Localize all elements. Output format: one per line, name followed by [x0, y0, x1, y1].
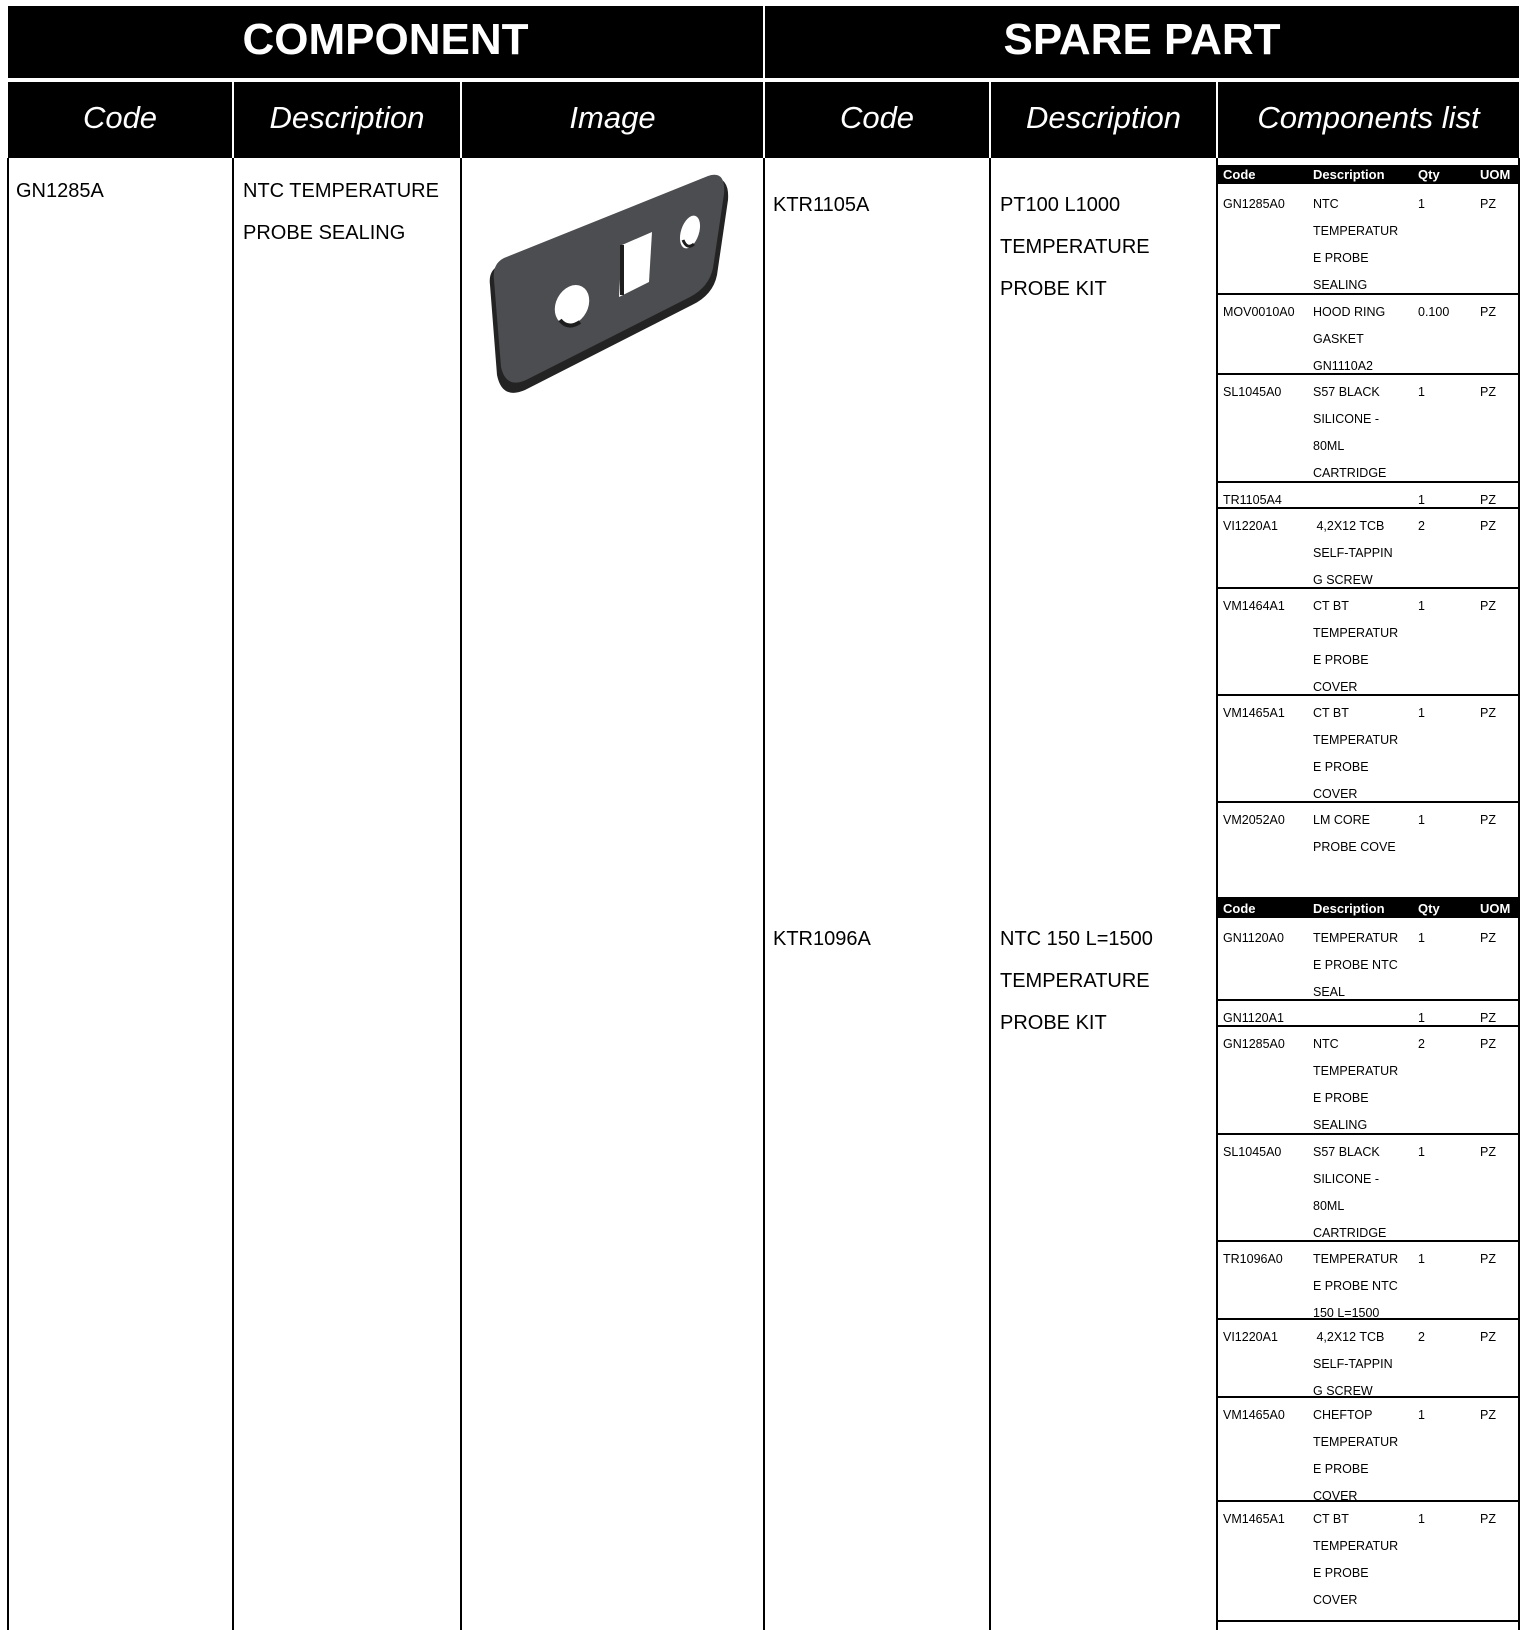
component-list-qty: 1: [1418, 931, 1425, 945]
spare-part-code: KTR1105A: [773, 194, 870, 216]
component-description: [243, 170, 439, 254]
component-list-description-line: 80ML: [1313, 439, 1345, 453]
component-list-uom: PZ: [1480, 706, 1496, 720]
component-list-description-line: G SCREW: [1313, 573, 1373, 587]
component-list-description-line: E PROBE: [1313, 653, 1369, 667]
component-list-description-line: E PROBE NTC: [1313, 958, 1398, 972]
component-list-code: GN1285A0: [1223, 1037, 1285, 1051]
component-list-description-line: E PROBE: [1313, 1566, 1369, 1580]
component-list-description: [1313, 1246, 1413, 1327]
component-list-uom: PZ: [1480, 1011, 1496, 1025]
component-list-description-line: E PROBE: [1313, 1462, 1369, 1476]
components-list-header-description: Description: [1313, 901, 1385, 916]
component-list-description-line: COVER: [1313, 787, 1358, 801]
components-list-header-code: Code: [1223, 901, 1256, 916]
component-description-line: PROBE SEALING: [243, 222, 406, 244]
component-list-code: VI1220A1: [1223, 1330, 1278, 1344]
component-list-uom: PZ: [1480, 1330, 1496, 1344]
spare-part-group-title: SPARE PART: [1003, 15, 1281, 64]
col-header-component-code: [8, 82, 232, 158]
component-list-description: [1313, 379, 1413, 487]
component-list-code: VM2052A0: [1223, 813, 1285, 827]
components-list-row: [1218, 919, 1519, 1001]
component-list-description-line: COVER: [1313, 680, 1358, 694]
component-code: GN1285A: [16, 180, 104, 202]
components-list-row: [1218, 694, 1519, 803]
component-list-description-line: 4,2X12 TCB: [1313, 1330, 1385, 1344]
component-list-uom: PZ: [1480, 931, 1496, 945]
spare-part-group-header: [765, 6, 1519, 78]
col-title-text: Description: [269, 100, 425, 135]
col-title-text: Components list: [1257, 100, 1480, 135]
component-list-description-line: COVER: [1313, 1489, 1358, 1503]
component-list-description: [1313, 925, 1413, 1006]
component-list-description-line: TEMPERATUR: [1313, 1539, 1399, 1553]
component-list-code: TR1105A4: [1223, 493, 1282, 507]
components-list-header-code: Code: [1223, 167, 1256, 182]
col-header-spare-code: [765, 82, 989, 158]
components-list-header: [1218, 899, 1519, 918]
column-divider: [232, 158, 234, 1630]
column-divider: [460, 158, 462, 1630]
components-list-row: [1218, 1500, 1519, 1622]
spare-part-code: KTR1096A: [773, 928, 871, 950]
components-list-header: [1218, 165, 1519, 184]
component-list-description-line: TEMPERATUR: [1313, 1252, 1399, 1266]
spare-part-description-line: PT100 L1000: [1000, 194, 1121, 216]
component-list-uom: PZ: [1480, 1408, 1496, 1422]
component-list-description-line: E PROBE: [1313, 1091, 1369, 1105]
component-list-description-line: SELF-TAPPIN: [1313, 546, 1393, 560]
component-list-code: GN1120A1: [1223, 1011, 1284, 1025]
col-header-component-image: [462, 82, 763, 158]
component-list-description-line: NTC: [1313, 197, 1339, 211]
component-list-qty: 1: [1418, 1145, 1425, 1159]
component-list-description-line: SILICONE -: [1313, 412, 1379, 426]
component-list-uom: PZ: [1480, 813, 1496, 827]
component-list-uom: PZ: [1480, 1252, 1496, 1266]
component-list-description: [1313, 513, 1413, 594]
component-list-description-line: 80ML: [1313, 1199, 1345, 1213]
component-description-line: NTC TEMPERATURE: [243, 180, 439, 202]
spare-part-description: [1000, 184, 1150, 310]
components-list-row: [1218, 185, 1519, 295]
component-list-description-line: SEALING: [1313, 1118, 1368, 1132]
component-list-qty: 1: [1418, 813, 1425, 827]
component-list-code: GN1120A0: [1223, 931, 1284, 945]
spare-part-description-line: PROBE KIT: [1000, 1012, 1107, 1034]
component-list-qty: 1: [1418, 385, 1425, 399]
components-list-row: [1218, 1240, 1519, 1320]
component-list-description-line: GN1110A2: [1313, 359, 1373, 373]
component-list-description-line: E PROBE: [1313, 251, 1369, 265]
spare-part-description-line: NTC 150 L=1500: [1000, 928, 1153, 950]
spare-part-description-line: TEMPERATURE: [1000, 970, 1150, 992]
col-title-text: Description: [1025, 100, 1182, 135]
component-list-uom: PZ: [1480, 197, 1496, 211]
component-list-uom: PZ: [1480, 519, 1496, 533]
components-list-row: [1218, 1025, 1519, 1135]
component-list-qty: 1: [1418, 599, 1425, 613]
component-list-description-line: CARTRIDGE: [1313, 1226, 1387, 1240]
component-list-description: [1313, 807, 1413, 861]
component-list-description: [1313, 191, 1413, 299]
component-list-code: VM1465A0: [1223, 1408, 1285, 1422]
col-header-component-description: [234, 82, 460, 158]
component-list-description-line: 4,2X12 TCB: [1313, 519, 1385, 533]
component-list-qty: 1: [1418, 1408, 1425, 1422]
component-list-description-line: 150 L=1500: [1313, 1306, 1380, 1320]
component-list-uom: PZ: [1480, 1037, 1496, 1051]
component-list-code: VM1465A1: [1223, 706, 1285, 720]
component-list-description-line: GASKET: [1313, 332, 1364, 346]
component-list-description-line: TEMPERATUR: [1313, 1435, 1399, 1449]
component-list-qty: 2: [1418, 1330, 1425, 1344]
table-border-left: [7, 158, 9, 1630]
component-list-description-line: G SCREW: [1313, 1384, 1373, 1398]
component-list-qty: 0.100: [1418, 305, 1450, 319]
component-list-code: SL1045A0: [1223, 1145, 1282, 1159]
component-list-description-line: SEAL: [1313, 985, 1345, 999]
component-list-description: [1313, 299, 1413, 380]
component-list-description: [1313, 1506, 1413, 1614]
component-list-description-line: TEMPERATUR: [1313, 733, 1399, 747]
component-list-code: MOV0010A0: [1223, 305, 1295, 319]
components-list-row: [1218, 293, 1519, 375]
components-list-header-description: Description: [1313, 167, 1385, 182]
column-divider: [989, 158, 991, 1630]
component-list-uom: PZ: [1480, 385, 1496, 399]
component-list-description: [1313, 1139, 1413, 1247]
components-list-row: [1218, 999, 1519, 1027]
component-list-description-line: E PROBE: [1313, 760, 1369, 774]
components-list-header-uom: UOM: [1480, 901, 1511, 916]
component-list-code: VI1220A1: [1223, 519, 1278, 533]
component-list-description-line: CT BT: [1313, 1512, 1349, 1526]
component-list-description-line: SILICONE -: [1313, 1172, 1379, 1186]
components-list-row: [1218, 801, 1519, 899]
component-list-code: TR1096A0: [1223, 1252, 1283, 1266]
component-list-description-line: S57 BLACK: [1313, 385, 1380, 399]
component-list-qty: 2: [1418, 1037, 1425, 1051]
component-list-description-line: S57 BLACK: [1313, 1145, 1380, 1159]
component-list-description: [1313, 1031, 1413, 1139]
col-header-components-list: [1218, 82, 1519, 158]
col-header-spare-description: [991, 82, 1216, 158]
component-list-description-line: CHEFTOP: [1313, 1408, 1373, 1422]
components-list-row: [1218, 373, 1519, 483]
components-list-table: [1218, 165, 1519, 890]
col-title-text: Code: [82, 100, 158, 135]
components-list-header-qty: Qty: [1418, 901, 1440, 916]
col-title-text: Code: [839, 100, 915, 135]
component-list-qty: 2: [1418, 519, 1425, 533]
component-list-qty: 1: [1418, 493, 1425, 507]
component-image: [480, 170, 750, 400]
component-list-qty: 1: [1418, 1512, 1425, 1526]
component-list-description-line: HOOD RING: [1313, 305, 1386, 319]
components-list-header-qty: Qty: [1418, 167, 1440, 182]
components-list-row: [1218, 1318, 1519, 1398]
component-list-description-line: NTC: [1313, 1037, 1339, 1051]
component-list-code: SL1045A0: [1223, 385, 1282, 399]
spare-part-description: [1000, 918, 1153, 1044]
col-title-text: Image: [569, 100, 656, 135]
component-list-qty: 1: [1418, 1252, 1425, 1266]
black-rubber-gasket-icon: [480, 170, 750, 400]
component-list-qty: 1: [1418, 1011, 1425, 1025]
spare-part-description-line: TEMPERATURE: [1000, 236, 1150, 258]
component-list-description-line: CARTRIDGE: [1313, 466, 1387, 480]
component-list-description: [1313, 700, 1413, 808]
component-list-code: GN1285A0: [1223, 197, 1285, 211]
component-list-description-line: E PROBE NTC: [1313, 1279, 1398, 1293]
component-group-title: COMPONENT: [242, 15, 529, 64]
component-list-qty: 1: [1418, 197, 1425, 211]
column-divider: [763, 158, 765, 1630]
component-list-qty: 1: [1418, 706, 1425, 720]
component-list-description-line: CT BT: [1313, 599, 1349, 613]
components-list-header-uom: UOM: [1480, 167, 1511, 182]
component-list-code: VM1465A1: [1223, 1512, 1285, 1526]
component-list-description-line: TEMPERATUR: [1313, 1064, 1399, 1078]
component-list-description-line: COVER: [1313, 1593, 1358, 1607]
component-list-uom: PZ: [1480, 599, 1496, 613]
components-list-row: [1218, 587, 1519, 696]
components-list-row: [1218, 481, 1519, 509]
component-list-description: [1313, 1402, 1413, 1510]
component-list-description-line: CT BT: [1313, 706, 1349, 720]
component-group-header: [8, 6, 763, 78]
component-list-code: VM1464A1: [1223, 599, 1285, 613]
component-list-uom: PZ: [1480, 305, 1496, 319]
component-list-description-line: SELF-TAPPIN: [1313, 1357, 1393, 1371]
components-list-row: [1218, 1133, 1519, 1242]
components-list-table: [1218, 899, 1519, 1630]
component-list-uom: PZ: [1480, 1512, 1496, 1526]
component-list-description-line: SEALING: [1313, 278, 1368, 292]
components-list-row: [1218, 507, 1519, 589]
component-list-description: [1313, 1324, 1413, 1405]
component-list-description-line: LM CORE: [1313, 813, 1370, 827]
components-list-row: [1218, 1396, 1519, 1502]
component-list-description-line: PROBE COVE: [1313, 840, 1396, 854]
component-list-description-line: TEMPERATUR: [1313, 626, 1399, 640]
component-list-description: [1313, 593, 1413, 701]
component-list-description-line: TEMPERATUR: [1313, 224, 1399, 238]
component-list-uom: PZ: [1480, 493, 1496, 507]
component-list-description-line: TEMPERATUR: [1313, 931, 1399, 945]
spare-part-description-line: PROBE KIT: [1000, 278, 1107, 300]
component-list-uom: PZ: [1480, 1145, 1496, 1159]
